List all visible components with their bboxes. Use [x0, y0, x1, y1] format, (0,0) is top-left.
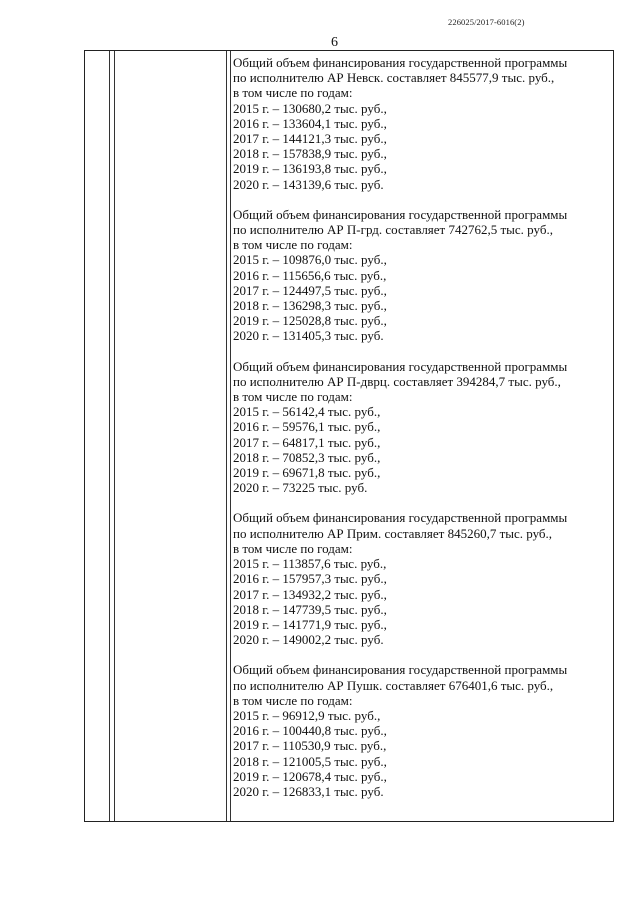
- year-amount: 2019 г. – 120678,4 тыс. руб.,: [233, 768, 387, 784]
- years-intro: в том числе по годам:: [233, 389, 353, 405]
- year-amount: 2018 г. – 121005,5 тыс. руб.,: [233, 753, 387, 769]
- table-column-divider: [109, 51, 110, 821]
- year-amount: 2017 г. – 144121,3 тыс. руб.,: [233, 131, 387, 147]
- table-column-divider: [114, 51, 115, 821]
- year-amount: 2016 г. – 133604,1 тыс. руб.,: [233, 115, 387, 131]
- funding-heading: Общий объем финансирования государственной программы: [233, 206, 568, 222]
- year-amount: 2020 г. – 73225 тыс. руб.: [233, 480, 368, 496]
- funding-heading: Общий объем финансирования государственной программы: [233, 55, 568, 70]
- year-amount: 2020 г. – 126833,1 тыс. руб.: [233, 783, 384, 799]
- year-amount: 2015 г. – 130680,2 тыс. руб.,: [233, 100, 387, 116]
- years-intro: в том числе по годам:: [233, 85, 353, 101]
- executor-total: по исполнителю АР П-дврц. составляет 394284,7 тыс. руб.,: [233, 373, 561, 389]
- years-intro: в том числе по годам:: [233, 692, 353, 708]
- year-amount: 2015 г. – 113857,6 тыс. руб.,: [233, 556, 387, 572]
- year-amount: 2019 г. – 69671,8 тыс. руб.,: [233, 465, 381, 481]
- year-amount: 2019 г. – 125028,8 тыс. руб.,: [233, 313, 387, 329]
- funding-content-cell: [233, 55, 608, 814]
- executor-total: по исполнителю АР Невск. составляет 845577,9 тыс. руб.,: [233, 70, 555, 86]
- funding-block: [233, 207, 608, 344]
- executor-total: по исполнителю АР Пушк. составляет 676401,6 тыс. руб.,: [233, 677, 554, 693]
- year-amount: 2016 г. – 157957,3 тыс. руб.,: [233, 571, 387, 587]
- funding-block: [233, 662, 608, 799]
- year-amount: 2019 г. – 136193,8 тыс. руб.,: [233, 161, 387, 177]
- year-amount: 2020 г. – 149002,2 тыс. руб.: [233, 632, 384, 648]
- funding-heading: Общий объем финансирования государственной программы: [233, 662, 568, 678]
- year-amount: 2016 г. – 115656,6 тыс. руб.,: [233, 267, 387, 283]
- year-amount: 2017 г. – 64817,1 тыс. руб.,: [233, 434, 381, 450]
- page-number: 6: [331, 35, 338, 50]
- years-intro: в том числе по годам:: [233, 540, 353, 556]
- funding-block: [233, 510, 608, 647]
- year-amount: 2017 г. – 124497,5 тыс. руб.,: [233, 282, 387, 298]
- year-amount: 2017 г. – 110530,9 тыс. руб.,: [233, 738, 387, 754]
- year-amount: 2017 г. – 134932,2 тыс. руб.,: [233, 586, 387, 602]
- year-amount: 2018 г. – 136298,3 тыс. руб.,: [233, 298, 387, 314]
- executor-total: по исполнителю АР П-грд. составляет 742762,5 тыс. руб.,: [233, 222, 553, 238]
- year-amount: 2018 г. – 147739,5 тыс. руб.,: [233, 601, 387, 617]
- executor-total: по исполнителю АР Прим. составляет 845260,7 тыс. руб.,: [233, 525, 553, 541]
- table-column-divider: [226, 51, 227, 821]
- funding-heading: Общий объем финансирования государственной программы: [233, 510, 568, 526]
- years-intro: в том числе по годам:: [233, 237, 353, 253]
- year-amount: 2016 г. – 59576,1 тыс. руб.,: [233, 419, 381, 435]
- document-id: 226025/2017-6016(2): [448, 17, 525, 27]
- year-amount: 2015 г. – 56142,4 тыс. руб.,: [233, 404, 381, 420]
- year-amount: 2018 г. – 70852,3 тыс. руб.,: [233, 449, 381, 465]
- document-table: [84, 50, 614, 822]
- year-amount: 2020 г. – 143139,6 тыс. руб.: [233, 176, 384, 192]
- funding-heading: Общий объем финансирования государственной программы: [233, 358, 568, 374]
- year-amount: 2016 г. – 100440,8 тыс. руб.,: [233, 723, 387, 739]
- funding-block: [233, 55, 608, 192]
- table-column-divider: [230, 51, 231, 821]
- year-amount: 2018 г. – 157838,9 тыс. руб.,: [233, 146, 387, 162]
- year-amount: 2015 г. – 96912,9 тыс. руб.,: [233, 707, 381, 723]
- funding-block: [233, 359, 608, 496]
- year-amount: 2019 г. – 141771,9 тыс. руб.,: [233, 616, 387, 632]
- year-amount: 2020 г. – 131405,3 тыс. руб.: [233, 328, 384, 344]
- year-amount: 2015 г. – 109876,0 тыс. руб.,: [233, 252, 387, 268]
